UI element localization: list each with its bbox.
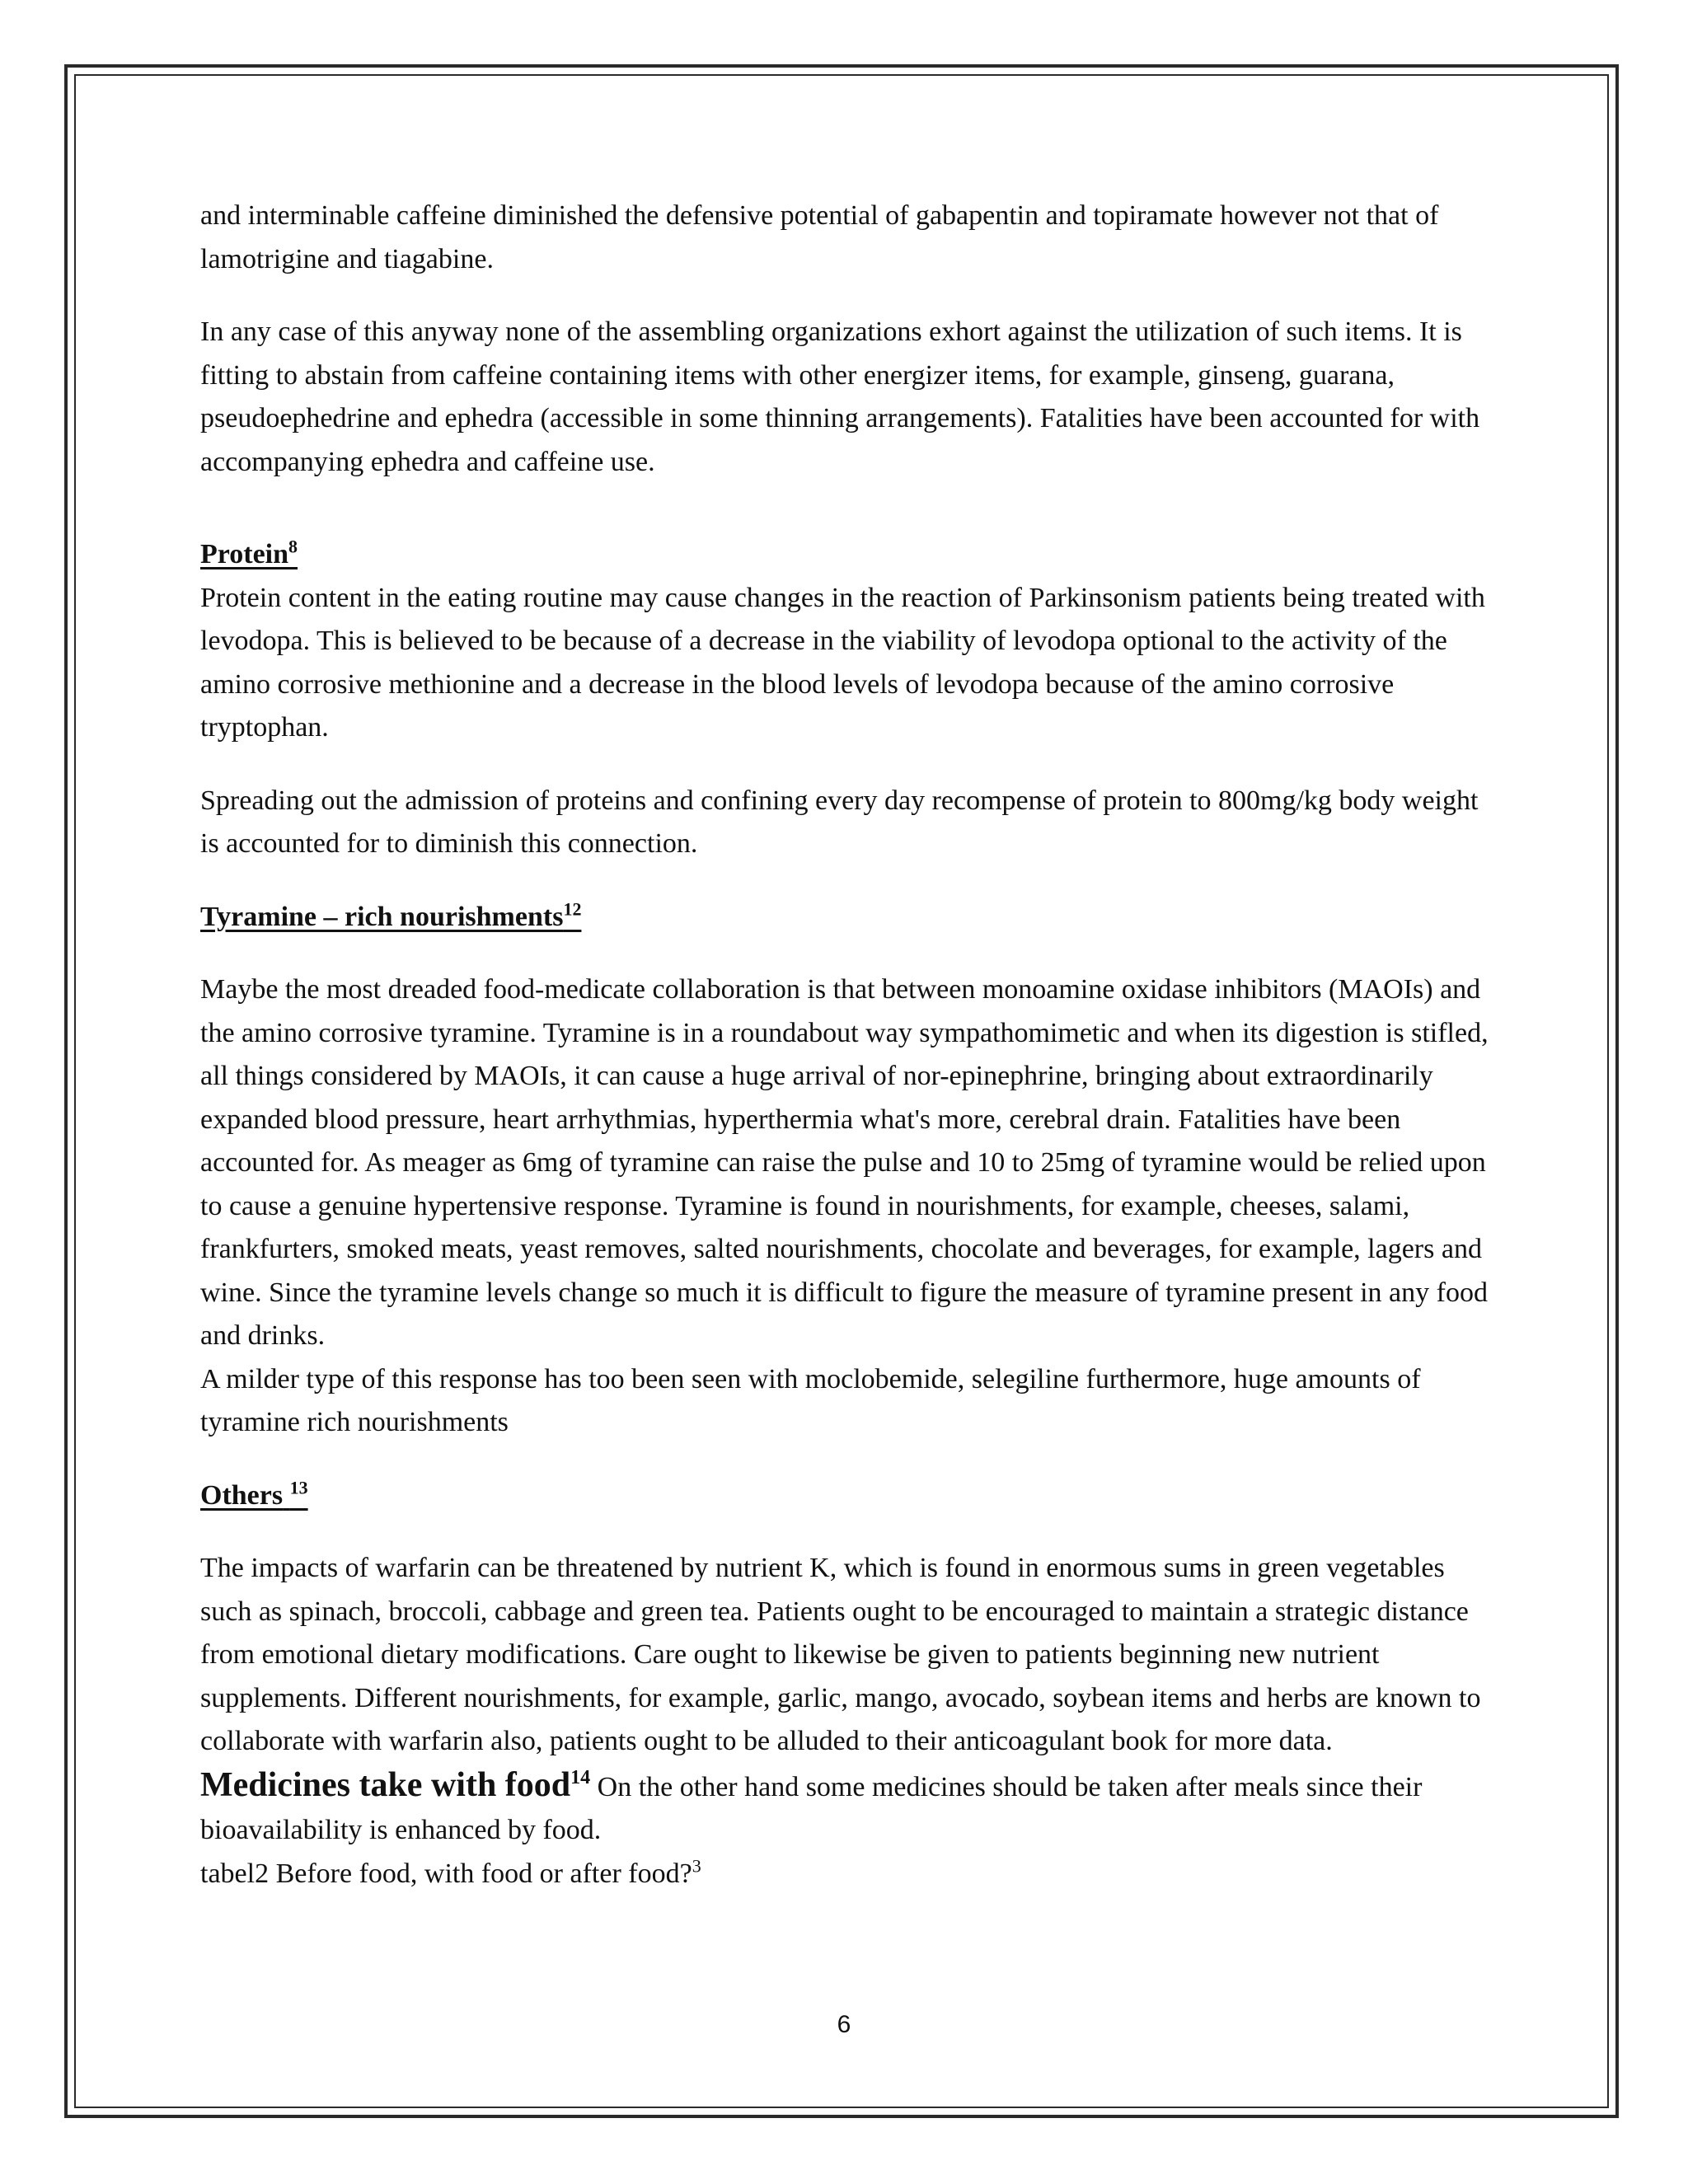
- section-heading-tyramine: [200, 896, 1503, 940]
- inline-heading-medicines: [200, 1766, 590, 1804]
- reference-marker: 3: [692, 1855, 701, 1877]
- reference-marker: 8: [288, 536, 298, 557]
- paragraph-tyramine-2: A milder type of this response has too been seen with moclobemide, selegiline furthermore, huge amounts of tyramine rich nourishments: [200, 1363, 1421, 1437]
- paragraph-caffeine-1: and interminable caffeine diminished the defensive potential of gabapentin and topiramate however not that of lamotrigine and tiagabine.: [200, 200, 1439, 274]
- paragraph-caffeine-2: In any case of this anyway none of the assembling organizations exhort against the utilization of such items. It is fitting to abstain from caffeine containing items with other energizer items, for example, ginseng, guarana, pseudoephedrine and ephedra (accessible in some thinning arrangements). Fatalities have been accounted for with accompanying ephedra and caffeine use.: [200, 316, 1480, 477]
- reference-marker: 14: [570, 1766, 591, 1788]
- paragraph-others-1: The impacts of warfarin can be threatened by nutrient K, which is found in enormous sums in green vegetables such as spinach, broccoli, cabbage and green tea. Patients ought to be encouraged to maintain a strategic distance from emotional dietary modifications. Care ought to likewise be given to patients beginning new nutrient supplements. Different nourishments, for example, garlic, mango, avocado, soybean items and herbs are known to collaborate with warfarin also, patients ought to be alluded to their anticoagulant book for more data.: [200, 1553, 1481, 1756]
- paragraph-medicines: [200, 1764, 1503, 1853]
- heading-text: Protein: [200, 539, 289, 569]
- heading-text: Medicines take with food: [200, 1765, 571, 1804]
- document-body: [200, 194, 1503, 1896]
- heading-text: Others: [200, 1479, 284, 1511]
- section-heading-protein: [200, 533, 1503, 577]
- paragraph-tyramine-1: Maybe the most dreaded food-medicate collaboration is that between monoamine oxidase inhibitors (MAOIs) and the amino corrosive tyramine. Tyramine is in a roundabout way sympathomimetic and when its digestion is stifled, all things considered by MAOIs, it can cause a huge arrival of nor-epinephrine, bringing about extraordinarily expanded blood pressure, heart arrhythmias, hyperthermia what's more, cerebral drain. Fatalities have been accounted for. As meager as 6mg of tyramine can raise the pulse and 10 to 25mg of tyramine would be relied upon to cause a genuine hypertensive response. Tyramine is found in nourishments, for example, cheeses, salami, frankfurters, smoked meats, yeast removes, salted nourishments, chocolate and beverages, for example, lagers and wine. Since the tyramine levels change so much it is difficult to figure the measure of tyramine present in any food and drinks.: [200, 974, 1489, 1351]
- paragraph-protein-1: Protein content in the eating routine may cause changes in the reaction of Parkinsonism patients being treated with levodopa. This is believed to be because of a decrease in the viability of levodopa optional to the activity of the amino corrosive methionine and a decrease in the blood levels of levodopa because of the amino corrosive tryptophan.: [200, 582, 1485, 743]
- table-caption: [200, 1853, 1503, 1896]
- page-number: 6: [837, 2011, 851, 2038]
- heading-text: Tyramine – rich nourishments: [200, 901, 564, 932]
- reference-marker: 12: [563, 898, 582, 920]
- paragraph-text: On the other hand some medicines should be taken after meals since their bioavailability is enhanced by food.: [200, 1771, 1423, 1845]
- section-heading-others: [200, 1474, 1503, 1518]
- paragraph-protein-2: Spreading out the admission of proteins and confining every day recompense of protein to 800mg/kg body weight is accounted for to diminish this connection.: [200, 785, 1479, 859]
- reference-marker: 13: [289, 1477, 308, 1498]
- caption-text: tabel2 Before food, with food or after food?: [200, 1858, 692, 1889]
